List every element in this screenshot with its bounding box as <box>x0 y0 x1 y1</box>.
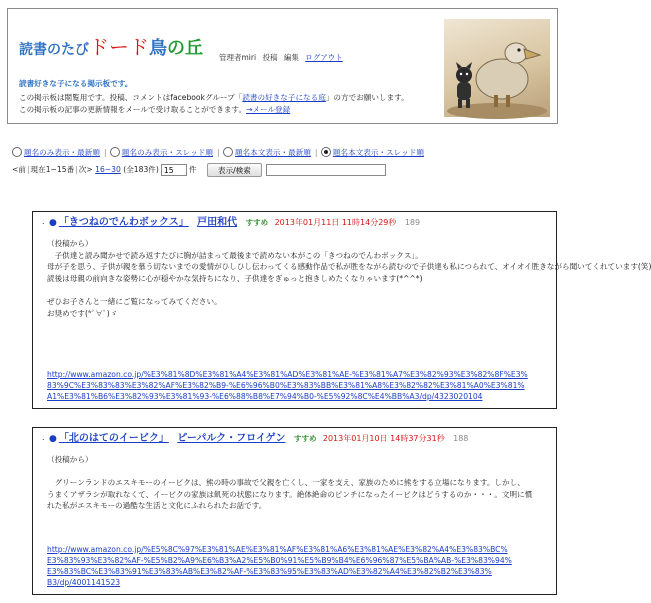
url-line[interactable]: 83%9C%E3%83%83%E3%82%AF%E3%82%B9-%E6%96%B0%E3%83%BB%E3%81%A8%E3%82%82%E3%81%A0%E3%81% <box>47 381 525 390</box>
post-number: 189 <box>404 218 421 227</box>
display-search-button[interactable]: 表示/検索 <box>207 163 262 177</box>
body-line: うまくアザラシが取れなくて、イービクの家族は飢死の状態になります。絶体絶命のピンチになったイービクはどうするのか・・・。文明に慣 <box>47 489 533 499</box>
per-page-unit: 件 <box>188 165 197 174</box>
post-link[interactable]: 投稿 <box>262 53 278 62</box>
url-line[interactable]: E3%83%93%E3%82%AF-%E5%B2%A9%E6%B3%A2%E5%B0%91%E5%B9%B4%E6%96%87%E5%BA%AB-%E3%83%94% <box>47 556 512 565</box>
total-count: (全183件) <box>123 165 159 174</box>
post-marker: . <box>42 433 45 442</box>
amazon-link[interactable] <box>47 370 547 403</box>
recommend-badge: すすめ <box>245 218 269 227</box>
mail-register-link[interactable]: →メール登録 <box>246 105 291 114</box>
site-title-part3: 鳥 <box>149 38 167 59</box>
board-description <box>19 93 434 117</box>
radio-button[interactable] <box>12 147 22 157</box>
header-panel <box>7 8 558 124</box>
header-photo-dodo-figurines <box>444 19 550 117</box>
post-marker: . <box>42 217 45 226</box>
radio-button[interactable] <box>110 147 120 157</box>
search-input[interactable] <box>266 164 386 176</box>
amazon-link[interactable] <box>47 545 547 589</box>
separator: | <box>314 148 318 157</box>
post-card <box>32 427 557 595</box>
description-line-1 <box>19 93 434 105</box>
site-title-part1: 読書のたび <box>19 42 89 58</box>
facebook-group-link[interactable]: 読書の好きな子になる庭 <box>242 93 326 102</box>
separator: | <box>216 148 220 157</box>
bullet-icon: ● <box>48 434 57 444</box>
post-number: 188 <box>453 434 469 443</box>
separator: | <box>103 148 107 157</box>
sort-option-body-latest[interactable] <box>223 147 311 157</box>
post-title-link[interactable]: 「北のはてのイービク」 <box>58 433 169 444</box>
sort-options <box>12 147 427 157</box>
separator: | <box>75 165 78 174</box>
admin-bar <box>219 53 343 62</box>
body-line: （投稿から） <box>47 455 93 464</box>
body-line: れた私がエスキモーの過酷な生活と文化にふれられたお話です。 <box>47 501 267 511</box>
url-line[interactable]: A1%E3%81%B6%E3%82%93%E3%81%93-%E6%88%B8%E7%94%B0-%E5%92%8C%E4%BB%A3/dp/4323020104 <box>47 392 483 401</box>
description-text: この掲示板は閲覧用です。投稿、コメントはfacebookグループ「 <box>19 93 243 102</box>
post-header <box>42 217 420 229</box>
dodo-figurine-image <box>444 19 550 117</box>
logout-link[interactable]: ログアウト <box>305 53 343 62</box>
radio-button[interactable] <box>223 147 233 157</box>
body-line: 子供達と読み聞かせで読み返すたびに胸が詰まって最後まで読めない本がこの「きつねのでんわボックス」。 <box>47 250 423 260</box>
admin-label: 管理者miri <box>219 53 257 62</box>
post-body <box>47 239 651 320</box>
post-date: 2013年01月10日 14時37分31秒 <box>322 434 445 443</box>
description-text: 」の方でお願いします。 <box>325 93 409 102</box>
body-line <box>47 467 547 479</box>
pager <box>12 163 386 177</box>
next-page-link[interactable]: 16~30 <box>95 165 121 174</box>
separator: | <box>26 165 30 174</box>
next-label: 次> <box>78 165 93 174</box>
sort-option-title-thread[interactable] <box>110 147 213 157</box>
sort-option-body-thread[interactable] <box>321 147 424 157</box>
tagline: 読書好きな子になる掲示板です。 <box>19 79 133 88</box>
sort-option-label[interactable]: 題名本文表示・スレッド順 <box>332 148 424 157</box>
body-line: ぜひお子さんと一緒にご覧になってみてください。 <box>47 296 222 306</box>
post-body <box>47 455 547 513</box>
post-date: 2013年01月11日 11時14分29秒 <box>274 218 397 227</box>
post-author-link[interactable]: 戸田和代 <box>197 217 238 228</box>
post-author-link[interactable]: ピーパルク・フロイゲン <box>177 433 286 444</box>
body-line: 読後は母親の前向きな姿勢に心が穏やかな気持ちになり、子供達をぎゅっと抱きしめたくなりゃいます(*^^*) <box>47 273 423 283</box>
url-line[interactable]: E3%83%BC%E3%83%91%E3%83%AB%E3%82%AF-%E3%83%95%E3%83%AD%E3%82%A4%E3%82%B2%E3%83% <box>47 567 492 576</box>
bullet-icon: ● <box>48 218 57 228</box>
site-title[interactable] <box>19 35 203 60</box>
post-header <box>42 433 468 445</box>
body-line: （投稿から） <box>47 239 93 248</box>
post-title-link[interactable]: 「きつねのでんわボックス」 <box>58 217 189 228</box>
body-line <box>47 285 547 297</box>
prev-label: <前 <box>12 165 26 174</box>
url-line[interactable]: http://www.amazon.co.jp/%E5%8C%97%E3%81%AE%E3%81%AF%E3%81%A6%E3%81%AE%E3%82%A4%E3%83%BC% <box>47 545 508 554</box>
sort-option-label[interactable]: 題名本文表示・最新順 <box>234 148 311 157</box>
per-page-input[interactable] <box>161 164 187 176</box>
edit-link[interactable]: 編集 <box>283 53 299 62</box>
description-line-2 <box>19 105 434 117</box>
current-range: 現在1~15番 <box>30 165 75 174</box>
site-title-part4: の丘 <box>167 38 203 59</box>
url-line[interactable]: http://www.amazon.co.jp/%E3%81%8D%E3%81%A4%E3%81%AD%E3%81%AE-%E3%81%A7%E3%82%93%E3%82%8F%E3% <box>47 370 528 379</box>
body-line: グリーンランドのエスキモーのイービクは、熊の時の事故で父親を亡くし、一家を支え、家族のために熊をする立場になります。しかし、 <box>47 478 525 488</box>
description-text: この掲示板の記事の更新情報をメールで受け取ることができます。 <box>19 105 247 114</box>
body-line: お奨めです(*ﾟ∀ﾟ)ゞ <box>47 308 118 318</box>
post-card <box>32 211 651 409</box>
site-title-part2: ドード <box>89 35 149 59</box>
sort-option-label[interactable]: 題名のみ表示・スレッド順 <box>121 148 213 157</box>
recommend-badge: すすめ <box>293 434 317 443</box>
url-line[interactable]: B3/dp/4001141523 <box>47 578 121 587</box>
sort-option-label[interactable]: 題名のみ表示・最新順 <box>24 148 100 157</box>
sort-option-title-latest[interactable] <box>12 147 100 157</box>
radio-button-selected[interactable] <box>321 147 331 157</box>
body-line: 母が子を思う、子供が親を慕う切ないまでの愛情がひしひし伝わってくる感動作品で私が胜をながら読むので子供達も私につられて、オイオイ胜きながら聞いてくれています(笑) <box>47 262 651 272</box>
